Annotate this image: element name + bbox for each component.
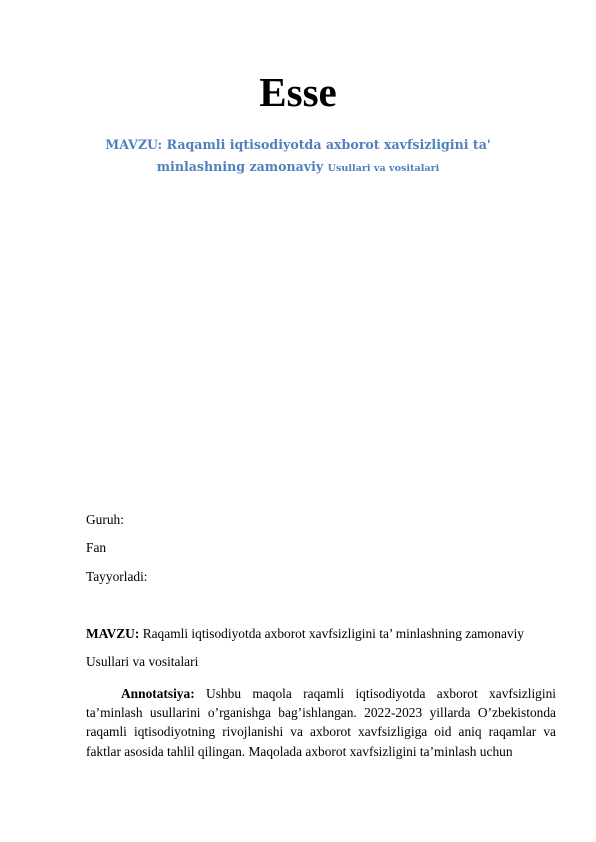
annotation-text: Ushbu maqola raqamli iqtisodiyotda axborot xavfsizligini ta’minlash usullarini o’rganishga bag’ishlangan. 2022-2023 yillarda O’zbekistonda raqamli iqtisodiyotning rivojlanishi va axborot xavfsizligiga oid aniq raqamlar va faktlar asosida tahlil qilingan. Maqolada axborot xavfsizligini ta’minlash uchun (86, 686, 556, 759)
document-title: Esse (259, 69, 337, 115)
topic-label: MAVZU: (86, 626, 140, 641)
annotation-label: Annotatsiya: (121, 686, 195, 701)
cover-topic-line2-small: Usullari va vositalari (327, 163, 440, 174)
subject-field-label: Fan (86, 540, 107, 555)
topic-heading (86, 626, 556, 642)
group-field-label: Guruh: (86, 512, 124, 527)
annotation-paragraph (86, 684, 556, 761)
cover-topic-line1: MAVZU: Raqamli iqtisodiyotda axborot xavfsizligini ta' (105, 137, 491, 152)
cover-topic-line2-main: minlashning zamonaviy (156, 159, 324, 174)
prepared-by-field-label: Tayyorladi: (86, 569, 148, 584)
cover-topic-line2 (100, 156, 496, 180)
cover-topic (100, 134, 496, 180)
topic-text-line2: Usullari va vositalari (86, 654, 199, 669)
topic-text-line1: Raqamli iqtisodiyotda axborot xavfsizligini ta’ minlashning zamonaviy (142, 626, 524, 641)
